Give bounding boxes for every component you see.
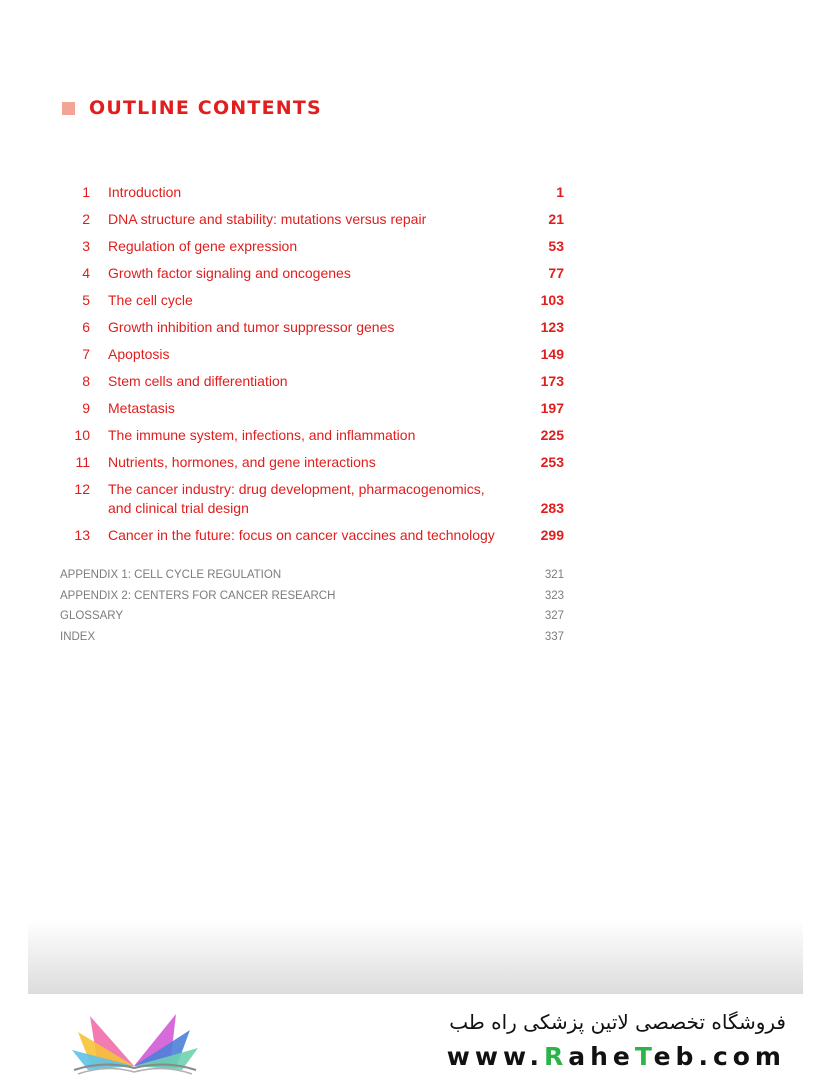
page-number: 53 — [548, 238, 564, 254]
page-number: 21 — [548, 211, 564, 227]
chapter-title — [108, 372, 498, 391]
page-number: 173 — [540, 373, 564, 389]
page-number: 283 — [540, 500, 564, 516]
toc-entry[interactable] — [62, 397, 566, 424]
back-matter-title: APPENDIX 2: CENTERS FOR CANCER RESEARCH — [60, 589, 336, 602]
chapter-title — [108, 291, 498, 310]
chapter-title-line: The cancer industry: drug development, pharmacogenomics, — [108, 481, 485, 497]
chapter-title-line: Introduction — [108, 184, 182, 200]
page-number: 337 — [544, 630, 564, 643]
toc-entry[interactable] — [62, 235, 566, 262]
page-number: 123 — [540, 319, 564, 335]
page-number: 327 — [544, 610, 564, 622]
chapter-number: 9 — [82, 400, 90, 416]
chapter-title-line: Regulation of gene expression — [108, 238, 298, 254]
chapter-title — [108, 480, 498, 518]
toc-entry[interactable] — [62, 524, 566, 551]
back-matter-title: APPENDIX 1: CELL CYCLE REGULATION — [60, 569, 282, 581]
page-number: 149 — [540, 346, 564, 362]
url-prefix: www. — [446, 1042, 544, 1071]
back-matter-entry[interactable] — [60, 566, 566, 587]
back-matter-list — [60, 566, 566, 648]
back-matter-entry[interactable] — [60, 628, 566, 649]
toc-entry[interactable] — [62, 208, 566, 235]
heading-square-icon — [62, 102, 75, 115]
toc-entry[interactable] — [62, 370, 566, 397]
chapter-title-line: Stem cells and differentiation — [108, 373, 288, 389]
chapter-number: 1 — [82, 184, 90, 200]
chapter-list — [62, 181, 566, 551]
chapter-title — [108, 426, 498, 445]
toc-entry[interactable] — [62, 316, 566, 343]
chapter-title-line: and clinical trial design — [108, 500, 249, 516]
chapter-title-line: Cancer in the future: focus on cancer vaccines and technology — [108, 527, 495, 543]
chapter-number: 3 — [82, 238, 90, 254]
url-suffix: eb.com — [653, 1042, 786, 1071]
page-number: 299 — [540, 527, 564, 543]
chapter-title-line: DNA structure and stability: mutations versus repair — [108, 211, 427, 227]
chapter-title-line: Growth factor signaling and oncogenes — [108, 265, 351, 281]
chapter-number: 8 — [82, 373, 90, 389]
chapter-title-line: Apoptosis — [108, 346, 170, 362]
chapter-number: 7 — [82, 346, 90, 362]
page-number: 323 — [544, 589, 564, 602]
page-title: OUTLINE CONTENTS — [89, 97, 322, 119]
toc-entry[interactable] — [62, 424, 566, 451]
open-book-icon — [70, 1008, 200, 1076]
chapter-title-line: Nutrients, hormones, and gene interactions — [108, 454, 376, 470]
chapter-number: 13 — [74, 527, 90, 543]
chapter-number: 5 — [82, 292, 90, 308]
back-matter-entry[interactable] — [60, 607, 566, 628]
chapter-number: 6 — [82, 319, 90, 335]
url-t: T — [634, 1042, 654, 1071]
chapter-number: 4 — [82, 265, 90, 281]
chapter-title — [108, 210, 498, 229]
chapter-title-line: Metastasis — [108, 400, 175, 416]
back-matter-entry[interactable] — [60, 587, 566, 608]
chapter-title-line: The immune system, infections, and inflammation — [108, 427, 416, 443]
page-number: 321 — [544, 569, 564, 581]
chapter-title-line: The cell cycle — [108, 292, 193, 308]
chapter-title — [108, 453, 498, 472]
chapter-title — [108, 183, 498, 202]
toc-entry[interactable] — [62, 289, 566, 316]
page-number: 225 — [540, 427, 564, 443]
toc-entry[interactable] — [62, 478, 566, 524]
footer-url[interactable] — [444, 1042, 786, 1071]
chapter-title — [108, 345, 498, 364]
page-number: 197 — [540, 400, 564, 416]
toc-entry[interactable] — [62, 181, 566, 208]
page-number: 103 — [540, 292, 564, 308]
page-number: 77 — [548, 265, 564, 281]
url-r: R — [543, 1042, 569, 1071]
chapter-title-line: Growth inhibition and tumor suppressor genes — [108, 319, 395, 335]
chapter-title — [108, 264, 498, 283]
url-ahe: ahe — [568, 1042, 635, 1071]
toc-entry[interactable] — [62, 343, 566, 370]
chapter-number: 11 — [75, 454, 90, 470]
chapter-number: 2 — [82, 211, 90, 227]
section-heading — [62, 96, 322, 120]
toc-entry[interactable] — [62, 262, 566, 289]
chapter-title — [108, 526, 498, 545]
chapter-title — [108, 399, 498, 418]
chapter-number: 12 — [74, 481, 90, 497]
page-number: 1 — [556, 184, 564, 200]
toc-entry[interactable] — [62, 451, 566, 478]
page-bottom-shadow — [28, 920, 803, 994]
back-matter-title: INDEX — [60, 630, 96, 643]
chapter-title — [108, 237, 498, 256]
chapter-number: 10 — [74, 427, 90, 443]
page-number: 253 — [540, 454, 564, 470]
footer-tagline: فروشگاه تخصصی لاتین پزشکی راه طب — [449, 1010, 786, 1034]
chapter-title — [108, 318, 498, 337]
back-matter-title: GLOSSARY — [60, 610, 124, 622]
